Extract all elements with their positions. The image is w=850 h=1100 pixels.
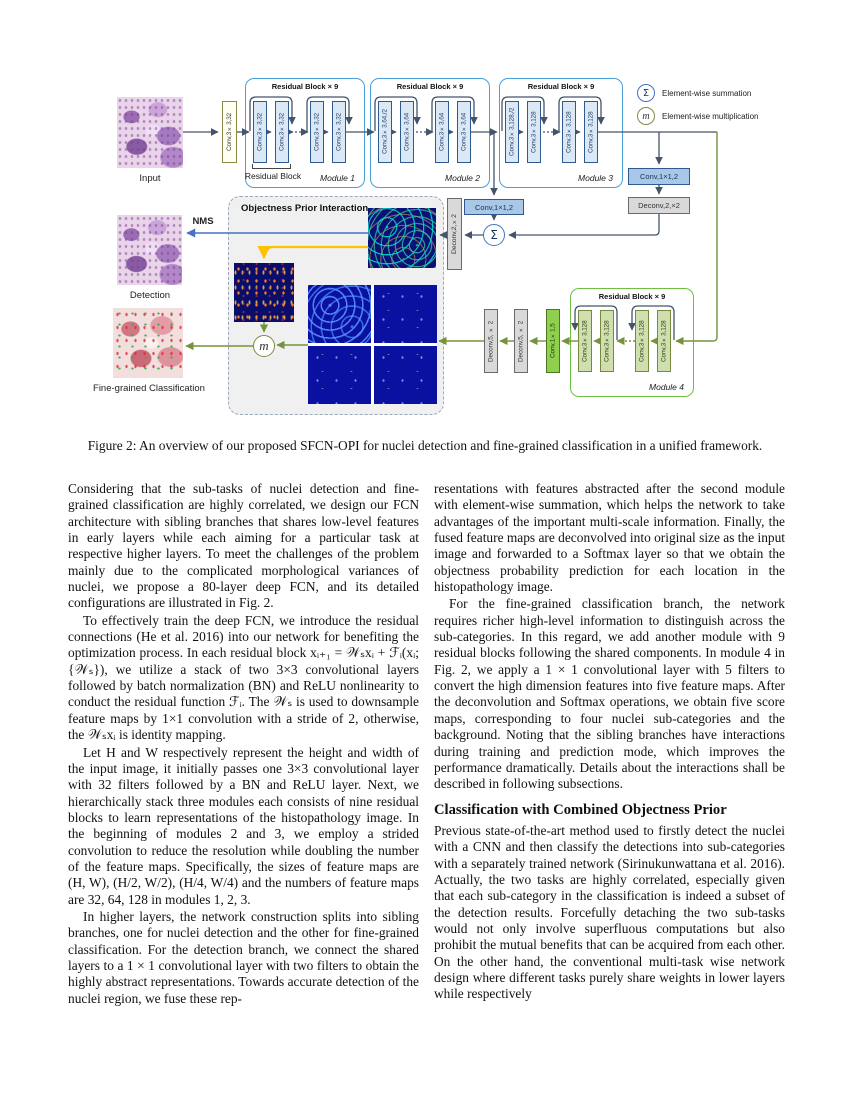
body-paragraph: resentations with features abstracted after the second module with element-wise summation, which helps the network to take advantages of the important multi-scale information. Finally, the fused feature maps are deconvolved into original size as the input image and forwarded to a Softmax layer so that we obtain the objectness probability prediction for each location in the histopathology image. bbox=[434, 481, 786, 595]
body-paragraph: Considering that the sub-tasks of nuclei detection and fine-grained classification are highly correlated, we design our FCN architecture with sibling branches that shares low-level features in early layers while each aiming for a particular task at respective higher layers. To meet the challenges of the problem mainly due to the complicated morphological variances of nuclei, we propose a 80-layer deep FCN, and its detailed configurations are illustrated in Fig. 2. bbox=[68, 481, 419, 611]
conv-layer-box: Conv,3×3,128 bbox=[584, 101, 598, 163]
figure-caption: Figure 2: An overview of our proposed SFCN-OPI for nuclei detection and fine-grained classification in a unified framework. bbox=[87, 438, 763, 453]
objectness-score-map bbox=[368, 208, 436, 268]
finegrained-result-image bbox=[113, 308, 183, 378]
det-conv-1x1-2-left: Conv,1×1,2 bbox=[464, 199, 524, 215]
input-histology-image bbox=[117, 97, 183, 168]
conv-layer-box: Conv,3×3,64,/2 bbox=[378, 101, 392, 163]
module-1-title: Residual Block × 9 bbox=[271, 82, 339, 91]
objectness-prior-map bbox=[234, 263, 294, 322]
conv-layer-box: Conv,3×3,64 bbox=[400, 101, 414, 163]
conv-layer-box: Conv,3×3,128 bbox=[635, 310, 649, 372]
nms-label: NMS bbox=[192, 216, 214, 227]
residual-block-bracket bbox=[252, 164, 291, 169]
conv-layer-box: Conv,3×3,32 bbox=[253, 101, 267, 163]
score-map-tile bbox=[308, 346, 371, 404]
det-deconv-2x2-vertical: Deconv,2,×2 bbox=[447, 198, 462, 270]
module-4-name: Module 4 bbox=[649, 382, 684, 392]
mult-legend-label: Element-wise multiplication bbox=[662, 112, 759, 121]
sum-legend-label: Element-wise summation bbox=[662, 89, 752, 98]
module-4-title: Residual Block × 9 bbox=[598, 292, 666, 301]
cls-conv-1x1-5: Conv,1×1,5 bbox=[546, 309, 560, 373]
conv-layer-box: Conv,3×3,128 bbox=[527, 101, 541, 163]
conv-layer-box: Conv,3×3,32 bbox=[310, 101, 324, 163]
module-2-title: Residual Block × 9 bbox=[396, 82, 464, 91]
elementwise-sum-node: Σ bbox=[483, 224, 505, 246]
conv-layer-box: Conv,3×3,32 bbox=[275, 101, 289, 163]
module-3-name: Module 3 bbox=[578, 173, 613, 183]
opi-title: Objectness Prior Interaction bbox=[241, 203, 369, 214]
conv-layer-box: Conv,3×3,128,/2 bbox=[505, 101, 519, 163]
module-1-name: Module 1 bbox=[320, 173, 355, 183]
finegrained-label: Fine-grained Classification bbox=[93, 383, 205, 394]
score-map-tile bbox=[374, 285, 437, 343]
body-paragraph: Previous state-of-the-art method used to firstly detect the nuclei with a CNN and then classify the detections into sub-categories with a separately trained network (Sirinukunwattana et al. 2016). Actually, the two tasks are highly correlated, especially given that each sub-category in the classification is indeed a subset of the detection results. Forcefully detaching the two sub-tasks would not only involve superfluous computations but also prohibit the mutual benefits that can be acquired from each other. On the other hand, the conventional multi-task wise network design where different tasks purely share weights in lower layers while respectively bbox=[434, 822, 785, 1002]
det-deconv-2x2-right: Deconv,2,×2 bbox=[628, 197, 690, 214]
elementwise-mult-node: m bbox=[253, 335, 275, 357]
figure-2-architecture-diagram bbox=[0, 0, 850, 430]
conv-layer-box: Conv,3×3,64 bbox=[435, 101, 449, 163]
detection-label: Detection bbox=[129, 290, 171, 301]
body-paragraph: Let H and W respectively represent the height and width of the input image, it initially passes one 3×3 convolutional layer with 32 filters followed by a BN and ReLU layer. Next, we hierarchically stack three modules each consists of nine residual blocks to learn representations of the histopathology image. In the beginning of modules 2 and 3, we employ a strided convolution to reduce the resolution while doubling the number of the feature maps. Specifically, the sizes of feature maps are (H, W), (H/2, W/2), (H/4, W/4) and the numbers of feature maps are 32, 64, 128 in modules 1, 2, 3. bbox=[68, 744, 419, 907]
conv-layer-box: Conv,3×3,64 bbox=[457, 101, 471, 163]
conv-layer-box: Conv,3×3,128 bbox=[578, 310, 592, 372]
sum-legend-icon: Σ bbox=[637, 84, 655, 102]
score-map-tile bbox=[308, 285, 371, 343]
right-column bbox=[434, 481, 785, 1004]
body-paragraph: In higher layers, the network construction splits into sibling branches, one for nuclei detection and the other for fine-grained classification. For the detection branch, we connect the shared layers to a 1 × 1 convolutional layer with two filters to obtain the highly abstract representations. Towards accurate detection of the nuclei region, we fuse these rep- bbox=[68, 908, 419, 1006]
conv-layer-box: Conv,3×3,128 bbox=[657, 310, 671, 372]
conv-layer-box: Conv,3×3,32 bbox=[332, 101, 346, 163]
detection-result-image bbox=[117, 215, 182, 285]
residual-block-label: Residual Block bbox=[244, 171, 302, 181]
input-label: Input bbox=[139, 173, 161, 184]
score-map-tile bbox=[374, 346, 437, 404]
stem-conv-box: Conv,3×3,32 bbox=[222, 101, 237, 163]
module-2-name: Module 2 bbox=[445, 173, 480, 183]
module-3-title: Residual Block × 9 bbox=[527, 82, 595, 91]
det-conv-1x1-2-right: Conv,1×1,2 bbox=[628, 168, 690, 185]
body-paragraph: For the fine-grained classification branch, the network requires richer high-level information to distinguish across the sub-categories. In this regard, we add another module with 9 residual blocks following the shared components. In module 4 in Fig. 2, we apply a 1 × 1 convolutional layer with 5 filters to convert the high dimension features into five feature maps. After the deconvolution and Softmax operations, we obtain five score maps, corresponding to four nuclei sub-categories and the background. Noting that the sibling branches have interactions during training and prediction mode, which improves the performance dramatically. Details about the interactions shall be described in following subsections. bbox=[434, 596, 785, 792]
conv-layer-box: Conv,3×3,128 bbox=[562, 101, 576, 163]
conv-layer-box: Conv,3×3,128 bbox=[600, 310, 614, 372]
mult-legend-icon: m bbox=[637, 107, 655, 125]
body-paragraph: To effectively train the deep FCN, we introduce the residual connections (He et al. 2016) into our network for benefiting the optimization process. In each residual block xᵢ₊₁ = 𝒲ₛxᵢ + ℱᵢ(xᵢ; {𝒲ₛ}), we utilize a stack of two 3×3 convolutional layers followed by batch normalization (BN) and ReLU nonlinearity to conduct the residual function ℱᵢ. The 𝒲ₛ is used to downsample feature maps by 1×1 convolution with a stride of 2, otherwise, the 𝒲ₛxᵢ is identity mapping. bbox=[68, 612, 419, 743]
cls-deconv-5-b: Deconv,5, × 2 bbox=[484, 309, 498, 373]
left-column bbox=[68, 481, 419, 1008]
class-score-maps-grid bbox=[308, 285, 437, 404]
cls-deconv-5-a: Deconv,5, × 2 bbox=[514, 309, 528, 373]
section-heading: Classification with Combined Objectness Prior bbox=[434, 801, 727, 818]
